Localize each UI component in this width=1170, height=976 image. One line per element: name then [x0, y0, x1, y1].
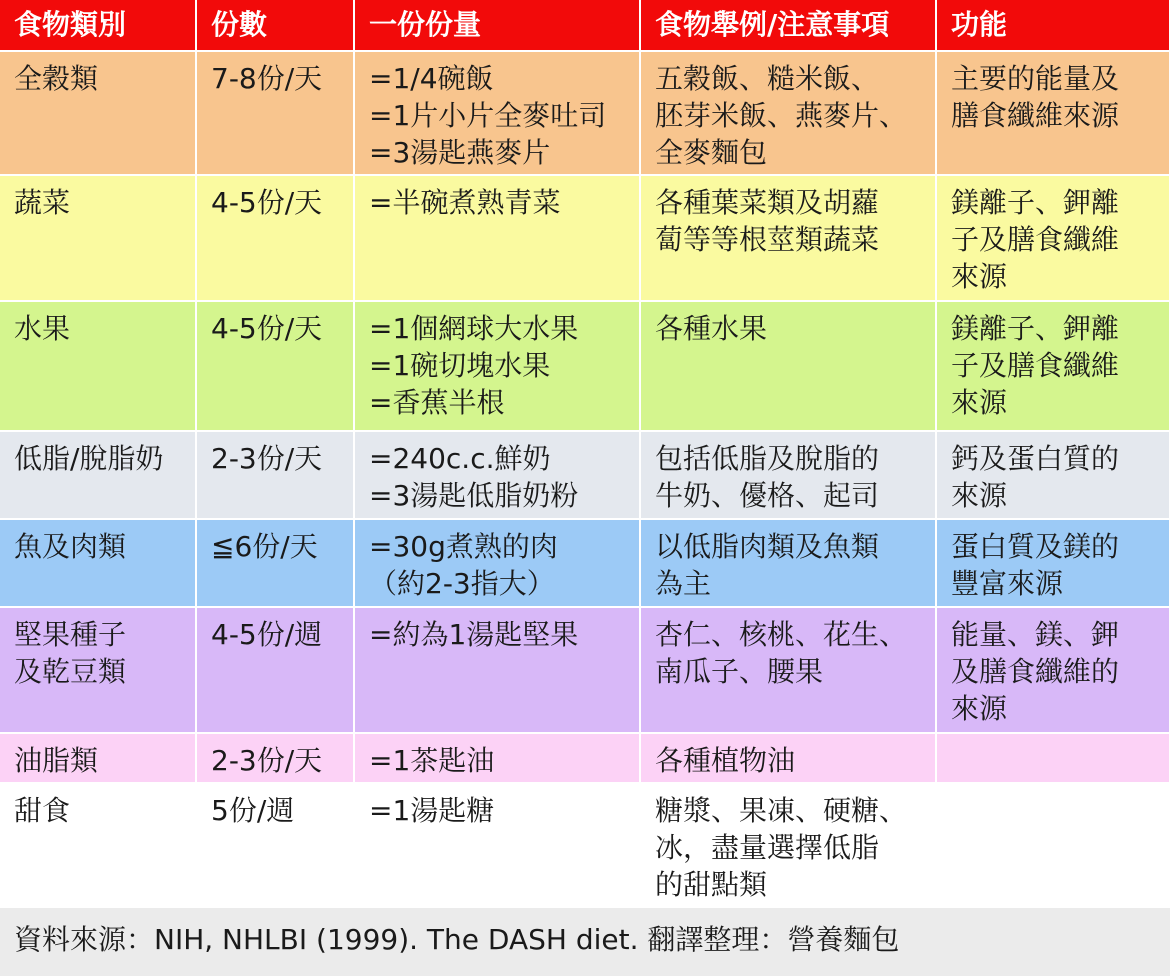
- portion-cell: [354, 607, 640, 733]
- cell-text-line: 蔔等等根莖類蔬菜: [655, 223, 880, 256]
- portion-cell: [354, 175, 640, 301]
- cell-text-line: =1茶匙油: [369, 744, 495, 777]
- cell-text-line: 牛奶、優格、起司: [655, 479, 880, 512]
- servings-cell: [196, 301, 354, 431]
- cell-text-line: =約為1湯匙堅果: [369, 618, 579, 651]
- cell-text-line: =1湯匙糖: [369, 794, 495, 827]
- examples-cell: [640, 519, 936, 607]
- header-servings: 份數: [196, 0, 354, 51]
- cell-text-line: ≦6份/天: [211, 530, 318, 563]
- portion-cell: [354, 431, 640, 519]
- cell-text-line: 及膳食纖維的: [951, 655, 1120, 688]
- cell-text-line: 及乾豆類: [14, 655, 127, 688]
- category-cell: [0, 301, 196, 431]
- cell-text-line: =1/4碗飯: [369, 62, 494, 95]
- cell-text-line: =1個網球大水果: [369, 312, 579, 345]
- function-cell: [936, 783, 1170, 904]
- category-cell: [0, 51, 196, 175]
- cell-text-line: 2-3份/天: [211, 744, 323, 777]
- servings-cell: [196, 519, 354, 607]
- category-cell: [0, 175, 196, 301]
- cell-text-line: =3湯匙燕麥片: [369, 136, 551, 169]
- table-body: [0, 51, 1170, 904]
- header-category: 食物類別: [0, 0, 196, 51]
- cell-text-line: 甜食: [14, 794, 71, 827]
- source-citation: 資料來源：NIH, NHLBI (1999). The DASH diet. 翻譯整理：營養麵包: [0, 908, 1170, 976]
- cell-text-line: =1片小片全麥吐司: [369, 99, 607, 132]
- function-cell: [936, 301, 1170, 431]
- cell-text-line: 全麥麵包: [655, 136, 768, 169]
- function-cell: [936, 733, 1170, 783]
- category-cell: [0, 783, 196, 904]
- category-cell: [0, 519, 196, 607]
- cell-text-line: 主要的能量及: [951, 62, 1120, 95]
- category-cell: [0, 733, 196, 783]
- cell-text-line: =香蕉半根: [369, 386, 505, 419]
- cell-text-line: 油脂類: [14, 744, 99, 777]
- function-cell: [936, 175, 1170, 301]
- cell-text-line: 鎂離子、鉀離: [951, 186, 1120, 219]
- cell-text-line: 堅果種子: [14, 618, 127, 651]
- cell-text-line: 包括低脂及脫脂的: [655, 442, 880, 475]
- cell-text-line: 4-5份/週: [211, 618, 323, 651]
- cell-text-line: 鈣及蛋白質的: [951, 442, 1120, 475]
- cell-text-line: 鎂離子、鉀離: [951, 312, 1120, 345]
- cell-text-line: =3湯匙低脂奶粉: [369, 479, 579, 512]
- cell-text-line: 杏仁、核桃、花生、: [655, 618, 908, 651]
- cell-text-line: =30g煮熟的肉: [369, 530, 558, 563]
- function-cell: [936, 431, 1170, 519]
- table-row: [0, 51, 1170, 175]
- servings-cell: [196, 607, 354, 733]
- cell-text-line: 蛋白質及鎂的: [951, 530, 1120, 563]
- cell-text-line: 南瓜子、腰果: [655, 655, 824, 688]
- cell-text-line: 水果: [14, 312, 71, 345]
- portion-cell: [354, 51, 640, 175]
- cell-text-line: 全穀類: [14, 62, 99, 95]
- servings-cell: [196, 51, 354, 175]
- cell-text-line: 子及膳食纖維: [951, 349, 1120, 382]
- cell-text-line: 糖漿、果凍、硬糖、: [655, 794, 908, 827]
- cell-text-line: 冰，盡量選擇低脂: [655, 831, 880, 864]
- cell-text-line: 為主: [655, 567, 712, 600]
- cell-text-line: 4-5份/天: [211, 186, 323, 219]
- cell-text-line: 蔬菜: [14, 186, 71, 219]
- function-cell: [936, 519, 1170, 607]
- servings-cell: [196, 431, 354, 519]
- cell-text-line: 低脂/脫脂奶: [14, 442, 164, 475]
- cell-text-line: 來源: [951, 386, 1008, 419]
- cell-text-line: 7-8份/天: [211, 62, 323, 95]
- cell-text-line: 子及膳食纖維: [951, 223, 1120, 256]
- header-row: [0, 0, 1170, 51]
- cell-text-line: 以低脂肉類及魚類: [655, 530, 880, 563]
- category-cell: [0, 431, 196, 519]
- cell-text-line: （約2-3指大）: [369, 567, 555, 600]
- table-row: [0, 783, 1170, 904]
- cell-text-line: 豐富來源: [951, 567, 1064, 600]
- header-examples: 食物舉例/注意事項: [640, 0, 936, 51]
- examples-cell: [640, 733, 936, 783]
- table-row: [0, 431, 1170, 519]
- table-row: [0, 519, 1170, 607]
- cell-text-line: =1碗切塊水果: [369, 349, 551, 382]
- table-row: [0, 733, 1170, 783]
- cell-text-line: 能量、鎂、鉀: [951, 618, 1120, 651]
- cell-text-line: 胚芽米飯、燕麥片、: [655, 99, 908, 132]
- portion-cell: [354, 783, 640, 904]
- examples-cell: [640, 301, 936, 431]
- function-cell: [936, 51, 1170, 175]
- servings-cell: [196, 733, 354, 783]
- examples-cell: [640, 607, 936, 733]
- cell-text-line: 五穀飯、糙米飯、: [655, 62, 880, 95]
- cell-text-line: 來源: [951, 260, 1008, 293]
- examples-cell: [640, 175, 936, 301]
- cell-text-line: =半碗煮熟青菜: [369, 186, 561, 219]
- servings-cell: [196, 175, 354, 301]
- cell-text-line: 膳食纖維來源: [951, 99, 1120, 132]
- cell-text-line: 來源: [951, 479, 1008, 512]
- servings-cell: [196, 783, 354, 904]
- cell-text-line: 來源: [951, 692, 1008, 725]
- cell-text-line: 各種水果: [655, 312, 768, 345]
- header-portion: 一份份量: [354, 0, 640, 51]
- portion-cell: [354, 301, 640, 431]
- cell-text-line: 各種葉菜類及胡蘿: [655, 186, 880, 219]
- cell-text-line: 的甜點類: [655, 868, 768, 901]
- examples-cell: [640, 783, 936, 904]
- cell-text-line: 4-5份/天: [211, 312, 323, 345]
- table-row: [0, 607, 1170, 733]
- examples-cell: [640, 431, 936, 519]
- cell-text-line: 魚及肉類: [14, 530, 127, 563]
- examples-cell: [640, 51, 936, 175]
- header-function: 功能: [936, 0, 1170, 51]
- function-cell: [936, 607, 1170, 733]
- cell-text-line: 2-3份/天: [211, 442, 323, 475]
- portion-cell: [354, 733, 640, 783]
- cell-text-line: =240c.c.鮮奶: [369, 442, 551, 475]
- table-row: [0, 175, 1170, 301]
- category-cell: [0, 607, 196, 733]
- cell-text-line: 5份/週: [211, 794, 295, 827]
- cell-text-line: 各種植物油: [655, 744, 796, 777]
- portion-cell: [354, 519, 640, 607]
- table-row: [0, 301, 1170, 431]
